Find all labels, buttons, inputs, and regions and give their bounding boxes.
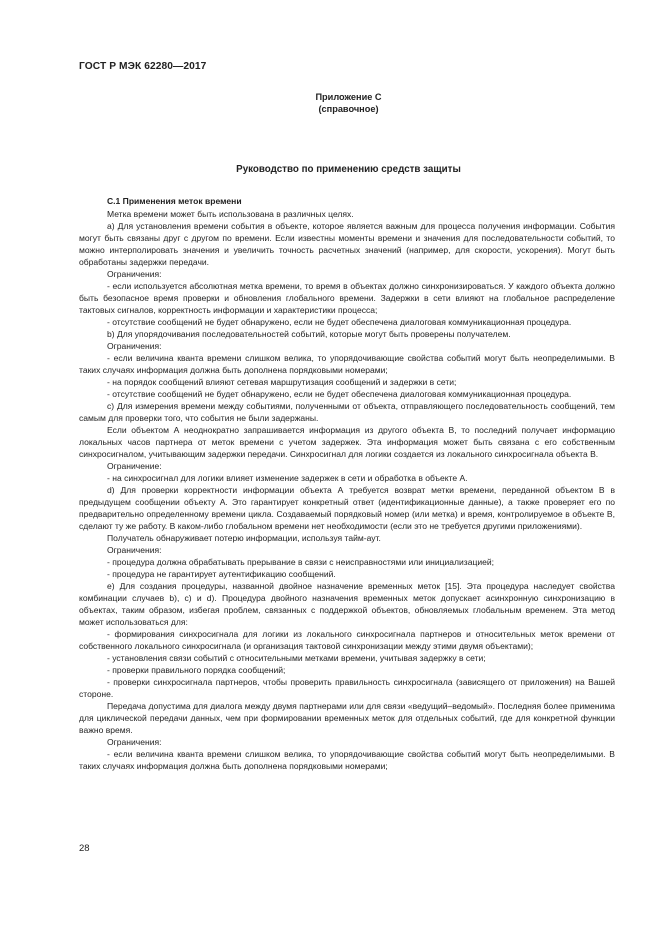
body-text xyxy=(79,195,615,772)
section-heading: С.1 Применения меток времени xyxy=(107,196,242,206)
page-number: 28 xyxy=(79,843,90,854)
standard-header: ГОСТ Р МЭК 62280—2017 xyxy=(79,61,207,72)
body-paragraph: - отсутствие сообщений не будет обнаружено, если не будет обеспечена диалоговая коммуникационная процедура. xyxy=(107,317,572,327)
body-paragraph: с) Для измерения времени между событиями, полученными от объекта, отправляющего последовательность сообщений, тем самым для проверки того, что события не были задержаны. xyxy=(79,401,615,423)
main-title xyxy=(0,164,661,175)
body-paragraph: - проверки синхросигнала партнеров, чтобы проверить правильность синхросигнала (зависящего от приложения) на Вашей стороне. xyxy=(79,677,615,699)
body-paragraph: - если величина кванта времени слишком велика, то упорядочивающие свойства событий могут быть неопределимыми. В таких случаях информация должна быть дополнена порядковыми номерами; xyxy=(79,353,615,375)
body-paragraph: - процедура не гарантирует аутентификацию сообщений. xyxy=(107,569,336,579)
annex-subtitle: (справочное) xyxy=(318,104,379,114)
body-paragraph: - проверки правильного порядка сообщений; xyxy=(107,665,286,675)
body-paragraph: - если величина кванта времени слишком велика, то упорядочивающие свойства событий могут быть неопределимыми. В таких случаях информация должна быть дополнена порядковыми номерами; xyxy=(79,749,615,771)
body-paragraph: а) Для установления времени события в объекте, которое является важным для процесса получения информации. События могут быть связаны друг с другом по времени. Если известны моменты времени и значения для последовательности событий, то можно интерполировать значения и увеличить точность расчетных значений (например, для скорости, ускорения). Могут быть обработаны задержки передачи. xyxy=(79,221,615,267)
body-paragraph: Ограничения: xyxy=(107,341,162,351)
body-paragraph: Ограничения: xyxy=(107,545,162,555)
body-paragraph: - если используется абсолютная метка времени, то время в объектах должно синхронизироваться. У каждого объекта должно быть безопасное время проверки и обновления глобального времени. Задержки в сети влияют на глобальное распределение тактовых сигналов, корректность информации и характеристики процесса; xyxy=(79,281,615,315)
body-paragraph: - установления связи событий с относительными метками времени, учитывая задержку в сети; xyxy=(107,653,486,663)
body-paragraph: Ограничения: xyxy=(107,269,162,279)
body-paragraph: Ограничения: xyxy=(107,737,162,747)
body-paragraph: - процедура должна обрабатывать прерывание в связи с неисправностями или инициализацией; xyxy=(107,557,495,567)
annex-title: Приложение С xyxy=(315,92,382,102)
body-paragraph: - на порядок сообщений влияют сетевая маршрутизация сообщений и задержки в сети; xyxy=(107,377,457,387)
annex-heading xyxy=(0,91,661,115)
body-paragraph: - формирования синхросигнала для логики из локального синхросигнала партнеров и относительных меток времени от собственного локального синхросигнала (и организация тактовой синхронизации между этими двумя объектами); xyxy=(79,629,615,651)
body-paragraph: Передача допустима для диалога между двумя партнерами или для связи «ведущий–ведомый». Последняя более применима для циклической передачи данных, чем при формировании временных меток для отдельных событий, где для конкретной функции важно время. xyxy=(79,701,615,735)
body-paragraph: - на синхросигнал для логики влияет изменение задержек в сети и обработка в объекте А. xyxy=(107,473,468,483)
body-paragraph: Получатель обнаруживает потерю информации, используя тайм-аут. xyxy=(107,533,381,543)
body-paragraph: b) Для упорядочивания последовательностей событий, которые могут быть проверены получателем. xyxy=(107,329,511,339)
body-paragraph: Ограничение: xyxy=(107,461,162,471)
body-paragraph: Метка времени может быть использована в различных целях. xyxy=(107,209,354,219)
body-paragraph: d) Для проверки корректности информации объекта А требуется возврат метки времени, переданной объектом В в предыдущем сообщении объекту А. Это гарантирует конкретный ответ (идентификационные данные), а также проверяет его по предварительно определенному времени цикла. Создаваемый порядковый номер (или метка) и время, контролируемое в объекте В, сделают ту же работу. В каком-либо глобальном времени нет необходимости (если это не требуется другими приложениями). xyxy=(79,485,615,531)
body-paragraph: Если объектом А неоднократно запрашивается информация из другого объекта В, то последний получает информацию локальных часов партнера от меток времени с учетом задержек. Эта информация может быть связана с его собственным синхросигналом, учитывающим задержки передачи. Синхросигнал для логики создается из локального синхросигнала объекта В. xyxy=(79,425,615,459)
body-paragraph: - отсутствие сообщений не будет обнаружено, если не будет обеспечена диалоговая коммуникационная процедура. xyxy=(107,389,572,399)
body-paragraph: е) Для создания процедуры, названной двойное назначение временных меток [15]. Эта процедура наследует свойства комбинации случаев b), с) и d). Процедура двойного назначения временных меток допускает асинхронную синхронизацию в объектах, таким образом, избегая проблем, связанных с поддержкой объектов, обновляемых глобальным временем. Эта метод может использоваться для: xyxy=(79,581,615,627)
main-title-text: Руководство по применению средств защиты xyxy=(236,164,461,175)
